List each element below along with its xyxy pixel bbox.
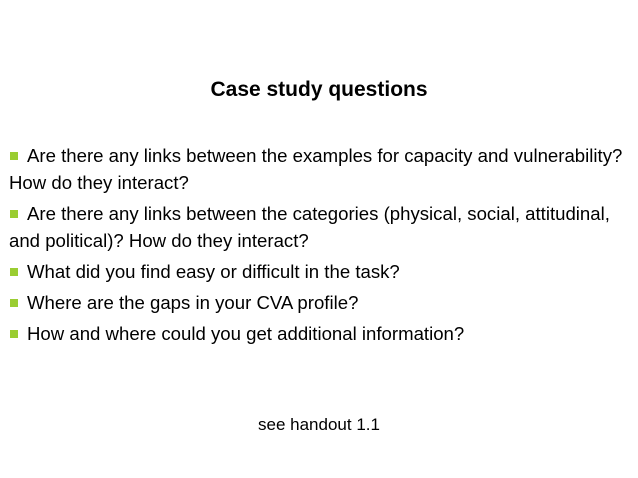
bullet-text: Where are the gaps in your CVA profile?: [27, 292, 359, 313]
bullet-item-2: [9, 200, 624, 254]
bullet-item-3: [9, 258, 624, 285]
bullet-text: How and where could you get additional information?: [27, 323, 465, 344]
bullet-list: [9, 142, 624, 351]
bullet-text: Are there any links between the examples for capacity and vulnerability? How do they interact?: [9, 145, 623, 193]
square-bullet-icon: [10, 299, 18, 307]
square-bullet-icon: [10, 268, 18, 276]
slide-title: Case study questions: [210, 78, 428, 101]
bullet-item-1: [9, 142, 624, 196]
bullet-item-5: [9, 320, 624, 347]
bullet-text: Are there any links between the categories (physical, social, attitudinal, and political)? How do they interact?: [9, 203, 610, 251]
bullet-text: What did you find easy or difficult in the task?: [27, 261, 400, 282]
square-bullet-icon: [10, 152, 18, 160]
handout-reference: see handout 1.1: [258, 415, 380, 434]
bullet-item-4: [9, 289, 624, 316]
square-bullet-icon: [10, 210, 18, 218]
square-bullet-icon: [10, 330, 18, 338]
